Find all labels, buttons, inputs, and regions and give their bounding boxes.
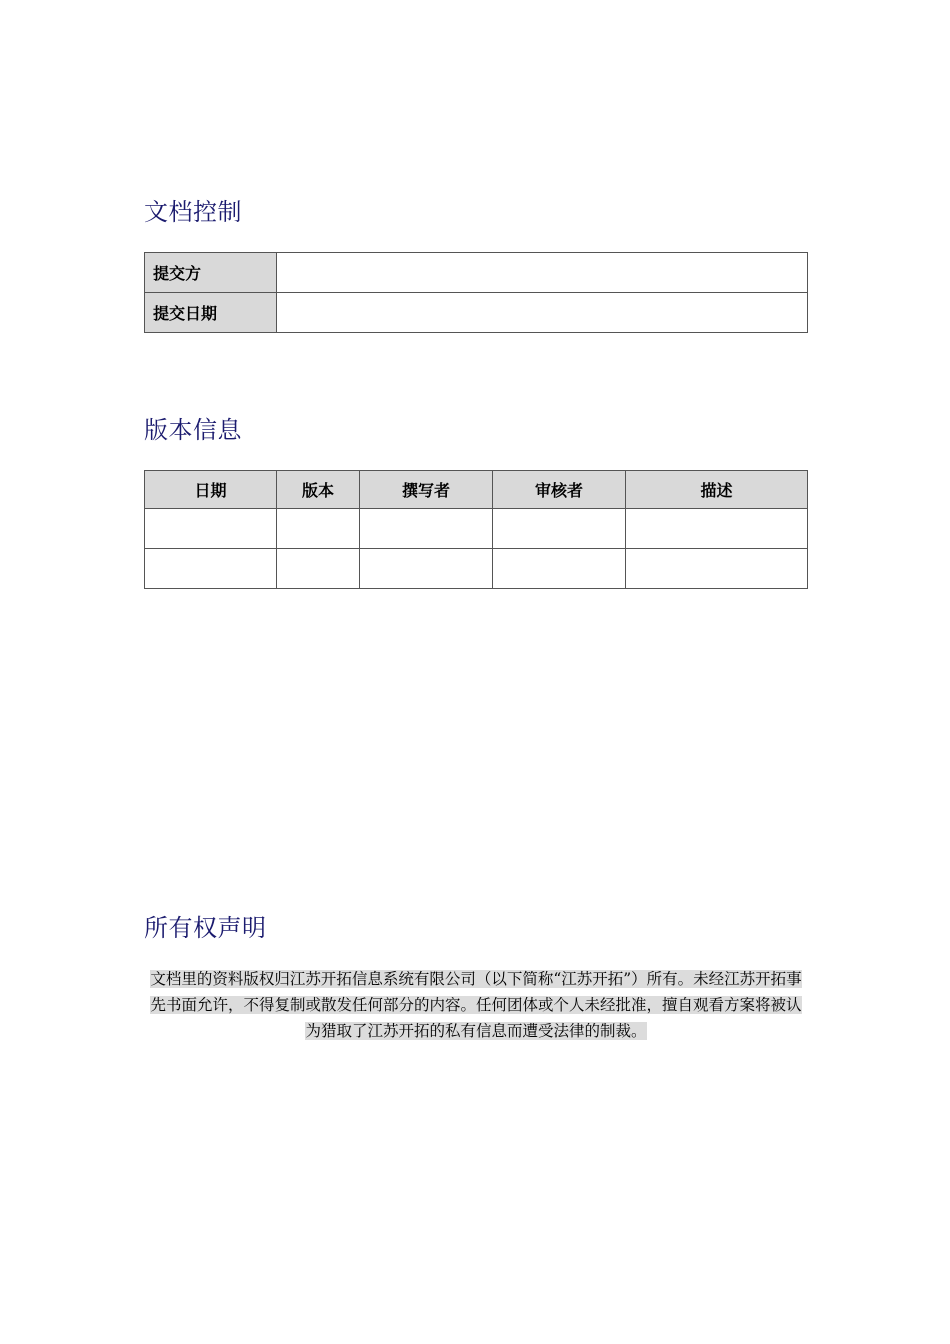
submit-date-label: 提交日期 [145,293,277,333]
document-control-title: 文档控制 [144,198,242,226]
ownership-statement-text-block [148,966,804,1044]
table-cell [360,549,493,589]
document-control-table [144,252,808,333]
version-info-title: 版本信息 [144,416,242,444]
table-cell [360,509,493,549]
version-info-table [144,470,808,589]
table-cell [626,549,808,589]
column-header-description: 描述 [626,471,808,509]
table-cell [626,509,808,549]
ownership-statement-text: 文档里的资料版权归江苏开拓信息系统有限公司（以下简称“江苏开拓”）所有。未经江苏开拓事先书面允许，不得复制或散发任何部分的内容。任何团体或个人未经批准，擅自观看方案将被认为猎取了江苏开拓的私有信息而遭受法律的制裁。 [150,970,802,1040]
table-cell [493,549,626,589]
table-row [145,293,808,333]
ownership-statement-title: 所有权声明 [144,914,267,942]
submitter-label: 提交方 [145,253,277,293]
submitter-value [277,253,808,293]
table-header-row [145,471,808,509]
table-cell [145,549,277,589]
column-header-reviewer: 审核者 [493,471,626,509]
table-cell [277,509,360,549]
submit-date-value [277,293,808,333]
table-row [145,549,808,589]
table-cell [145,509,277,549]
column-header-date: 日期 [145,471,277,509]
table-cell [277,549,360,589]
table-row [145,509,808,549]
table-cell [493,509,626,549]
table-row [145,253,808,293]
column-header-author: 撰写者 [360,471,493,509]
column-header-version: 版本 [277,471,360,509]
